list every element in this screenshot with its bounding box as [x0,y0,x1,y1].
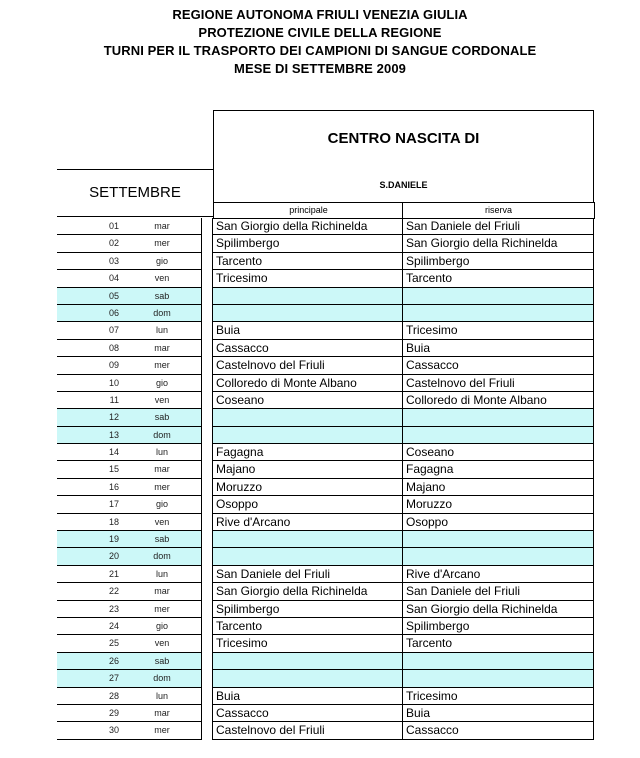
weekday-cell: sab [123,288,201,305]
spacer-cell [201,305,213,322]
weekday-cell: lun [123,688,201,705]
principale-cell: Spilimbergo [213,235,403,252]
header-subject: TURNI PER IL TRASPORTO DEI CAMPIONI DI SANGUE CORDONALE [103,43,537,58]
spacer-cell [201,670,213,687]
day-cell: 24 [57,618,123,635]
day-cell: 16 [57,479,123,496]
weekday-cell: gio [123,253,201,270]
spacer-cell [201,235,213,252]
day-cell: 11 [57,392,123,409]
col-header-principale: principale [213,202,403,219]
table-row [57,427,594,444]
weekday-cell: gio [123,496,201,513]
weekday-cell: mer [123,357,201,374]
schedule-table-body [57,218,594,740]
table-row [57,392,594,409]
table-row [57,253,594,270]
table-row [57,357,594,374]
day-cell: 23 [57,601,123,618]
spacer-cell [201,688,213,705]
header-region: REGIONE AUTONOMA FRIULI VENEZIA GIULIA [172,7,468,22]
table-row [57,444,594,461]
table-row [57,496,594,513]
table-row [57,270,594,287]
principale-cell [213,288,403,305]
riserva-cell: San Giorgio della Richinelda [403,235,594,252]
day-cell: 07 [57,322,123,339]
day-cell: 28 [57,688,123,705]
month-label: SETTEMBRE [89,184,181,201]
day-cell: 02 [57,235,123,252]
weekday-cell: mar [123,340,201,357]
table-row [57,288,594,305]
principale-cell: Castelnovo del Friuli [213,357,403,374]
riserva-cell [403,427,594,444]
table-row [57,583,594,600]
weekday-cell: ven [123,270,201,287]
day-cell: 09 [57,357,123,374]
header-department: PROTEZIONE CIVILE DELLA REGIONE [198,25,442,40]
principale-cell [213,409,403,426]
month-divider [57,169,213,170]
weekday-cell: mar [123,461,201,478]
riserva-cell [403,653,594,670]
riserva-cell: Tarcento [403,270,594,287]
principale-cell: Rive d'Arcano [213,514,403,531]
day-cell: 22 [57,583,123,600]
weekday-cell: lun [123,566,201,583]
riserva-cell [403,409,594,426]
spacer-cell [201,514,213,531]
principale-cell [213,548,403,565]
weekday-cell: mar [123,583,201,600]
spacer-cell [201,392,213,409]
principale-cell: Tricesimo [213,635,403,652]
weekday-cell: mar [123,705,201,722]
spacer-cell [201,375,213,392]
weekday-cell: dom [123,305,201,322]
weekday-cell: gio [123,375,201,392]
spacer-cell [201,288,213,305]
table-row [57,322,594,339]
spacer-cell [201,218,213,235]
spacer-cell [201,618,213,635]
principale-cell: Buia [213,322,403,339]
principale-cell: San Daniele del Friuli [213,566,403,583]
day-cell: 06 [57,305,123,322]
table-row [57,514,594,531]
table-row [57,635,594,652]
day-cell: 01 [57,218,123,235]
table-row [57,531,594,548]
table-row [57,670,594,687]
day-cell: 15 [57,461,123,478]
weekday-cell: sab [123,531,201,548]
spacer-cell [201,322,213,339]
spacer-cell [201,253,213,270]
day-cell: 18 [57,514,123,531]
day-cell: 27 [57,670,123,687]
table-row [57,409,594,426]
col-header-riserva: riserva [402,202,595,219]
riserva-cell: San Giorgio della Richinelda [403,601,594,618]
day-cell: 12 [57,409,123,426]
table-row [57,566,594,583]
spacer-cell [201,566,213,583]
principale-cell [213,653,403,670]
table-row [57,305,594,322]
weekday-cell: ven [123,392,201,409]
day-cell: 10 [57,375,123,392]
table-row [57,601,594,618]
document-header [0,6,640,78]
table-row [57,705,594,722]
weekday-cell: mer [123,479,201,496]
weekday-cell: dom [123,548,201,565]
principale-cell: Majano [213,461,403,478]
table-row [57,340,594,357]
weekday-cell: gio [123,618,201,635]
table-row [57,722,594,739]
riserva-cell: Castelnovo del Friuli [403,375,594,392]
day-cell: 17 [57,496,123,513]
spacer-cell [201,705,213,722]
spacer-cell [201,427,213,444]
day-cell: 20 [57,548,123,565]
riserva-cell: Buia [403,705,594,722]
principale-cell: Osoppo [213,496,403,513]
riserva-cell [403,531,594,548]
principale-cell: Fagagna [213,444,403,461]
day-cell: 08 [57,340,123,357]
day-cell: 05 [57,288,123,305]
spacer-cell [201,357,213,374]
weekday-cell: lun [123,322,201,339]
riserva-cell: Coseano [403,444,594,461]
riserva-cell: Osoppo [403,514,594,531]
table-row [57,461,594,478]
principale-cell: Colloredo di Monte Albano [213,375,403,392]
spacer-cell [201,601,213,618]
riserva-cell: Majano [403,479,594,496]
spacer-cell [201,722,213,739]
principale-cell: Cassacco [213,705,403,722]
principale-cell: Coseano [213,392,403,409]
riserva-cell [403,548,594,565]
weekday-cell: sab [123,653,201,670]
riserva-cell: Colloredo di Monte Albano [403,392,594,409]
spacer-cell [201,531,213,548]
day-cell: 04 [57,270,123,287]
principale-cell: Buia [213,688,403,705]
spacer-cell [201,583,213,600]
weekday-cell: mar [123,218,201,235]
spacer-cell [201,444,213,461]
table-row [57,479,594,496]
centro-name: S.DANIELE [379,180,428,190]
riserva-cell: Moruzzo [403,496,594,513]
spacer-cell [201,548,213,565]
riserva-cell [403,288,594,305]
day-cell: 19 [57,531,123,548]
riserva-cell: Tricesimo [403,688,594,705]
riserva-cell: Rive d'Arcano [403,566,594,583]
table-row [57,375,594,392]
riserva-cell: Spilimbergo [403,618,594,635]
spacer-cell [201,635,213,652]
table-row [57,235,594,252]
principale-cell: Cassacco [213,340,403,357]
spacer-cell [201,461,213,478]
table-row [57,653,594,670]
spacer-cell [201,653,213,670]
day-cell: 30 [57,722,123,739]
day-cell: 03 [57,253,123,270]
riserva-cell [403,670,594,687]
weekday-cell: ven [123,635,201,652]
day-cell: 14 [57,444,123,461]
weekday-cell: sab [123,409,201,426]
riserva-cell: Fagagna [403,461,594,478]
principale-cell: Tarcento [213,253,403,270]
table-row [57,548,594,565]
day-cell: 26 [57,653,123,670]
weekday-cell: mer [123,235,201,252]
principale-cell: Tarcento [213,618,403,635]
subheader-divider [57,216,213,217]
spacer-cell [201,496,213,513]
day-cell: 29 [57,705,123,722]
weekday-cell: ven [123,514,201,531]
principale-cell: Moruzzo [213,479,403,496]
riserva-cell: San Daniele del Friuli [403,218,594,235]
table-row [57,618,594,635]
table-row [57,688,594,705]
riserva-cell: Buia [403,340,594,357]
centro-title: CENTRO NASCITA DI [327,130,480,147]
riserva-cell: Cassacco [403,357,594,374]
principale-cell [213,670,403,687]
weekday-cell: dom [123,427,201,444]
spacer-cell [201,270,213,287]
riserva-cell: San Daniele del Friuli [403,583,594,600]
riserva-cell: Tricesimo [403,322,594,339]
spacer-cell [201,340,213,357]
table-row [57,218,594,235]
principale-cell: Tricesimo [213,270,403,287]
principale-cell: Spilimbergo [213,601,403,618]
spacer-cell [201,409,213,426]
weekday-cell: lun [123,444,201,461]
principale-cell: Castelnovo del Friuli [213,722,403,739]
header-month: MESE DI SETTEMBRE 2009 [234,61,406,76]
spacer-cell [201,479,213,496]
principale-cell [213,427,403,444]
day-cell: 25 [57,635,123,652]
principale-cell: San Giorgio della Richinelda [213,583,403,600]
principale-cell: San Giorgio della Richinelda [213,218,403,235]
riserva-cell: Tarcento [403,635,594,652]
day-cell: 13 [57,427,123,444]
day-cell: 21 [57,566,123,583]
riserva-cell: Cassacco [403,722,594,739]
principale-cell [213,531,403,548]
weekday-cell: mer [123,601,201,618]
weekday-cell: mer [123,722,201,739]
riserva-cell: Spilimbergo [403,253,594,270]
weekday-cell: dom [123,670,201,687]
riserva-cell [403,305,594,322]
principale-cell [213,305,403,322]
